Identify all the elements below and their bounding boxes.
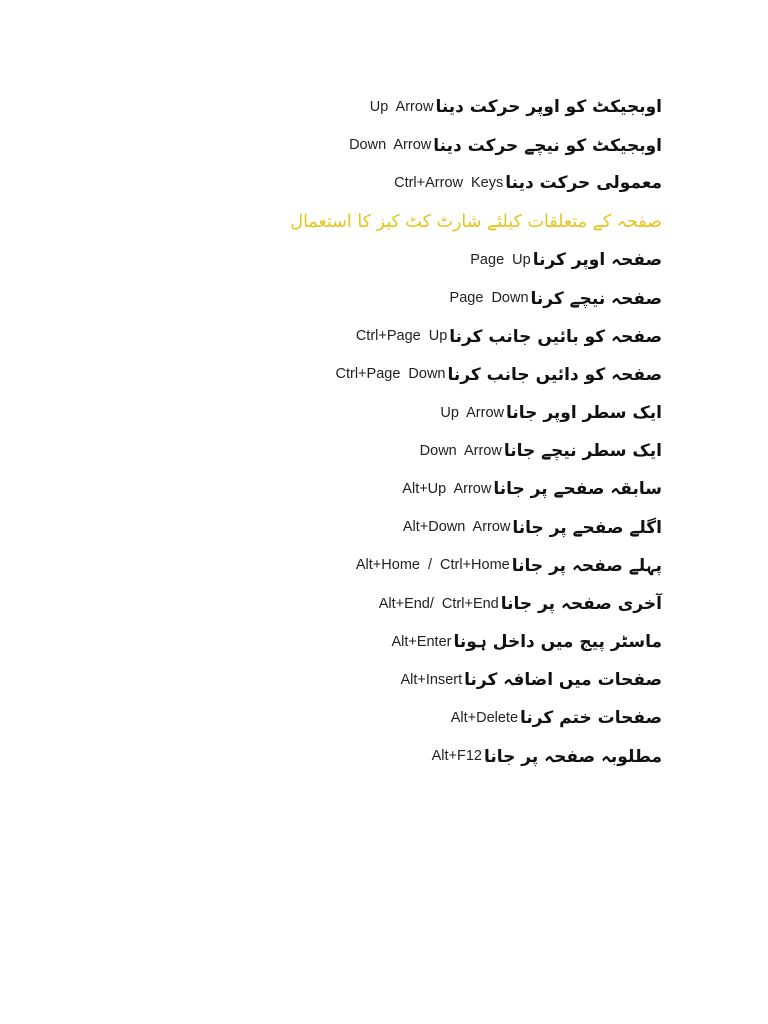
shortcut-row <box>302 164 662 202</box>
action-label: صفحات میں اضافہ کرنا <box>464 670 662 691</box>
action-label: آخری صفحہ پر جانا <box>500 594 662 615</box>
key-combo: Alt+Up Arrow <box>402 480 492 497</box>
shortcut-row <box>302 317 662 355</box>
action-label: صفحہ کو بائیں جانب کرنا <box>449 326 662 347</box>
action-label: صفحہ نیچے کرنا <box>530 288 662 309</box>
section-heading-text: صفحہ کے متعلقات کیلئے شارٹ کٹ کیز کا استعمال <box>290 211 662 232</box>
action-label: صفحہ اوپر کرنا <box>532 250 662 271</box>
shortcut-row <box>302 508 662 546</box>
key-combo: Down Arrow <box>419 442 502 459</box>
shortcut-row <box>302 546 662 584</box>
key-combo: Ctrl+Arrow Keys <box>394 175 504 192</box>
key-combo: Page Up <box>470 251 531 268</box>
key-combo: Alt+Delete <box>450 710 519 727</box>
action-label: ماسٹر پیج میں داخل ہونا <box>453 632 662 653</box>
action-label: پہلے صفحہ پر جانا <box>511 555 662 576</box>
shortcut-list <box>290 88 662 775</box>
shortcut-row <box>302 737 662 775</box>
key-combo: Alt+Insert <box>400 671 463 688</box>
shortcut-row <box>302 279 662 317</box>
shortcut-row <box>302 623 662 661</box>
action-label: سابقہ صفحے پر جانا <box>493 479 662 500</box>
key-combo: Page Down <box>449 290 529 307</box>
shortcut-row <box>302 126 662 164</box>
action-label: اوبجیکٹ کو اوپر حرکت دینا <box>435 97 662 118</box>
key-combo: Ctrl+Page Down <box>335 366 446 383</box>
shortcut-row <box>302 241 662 279</box>
action-label: صفحہ کو دائیں جانب کرنا <box>447 364 662 385</box>
section-heading <box>290 203 662 241</box>
key-combo: Alt+Home / Ctrl+Home <box>355 557 510 574</box>
key-combo: Alt+End/ Ctrl+End <box>378 595 499 612</box>
action-label: اگلے صفحے پر جانا <box>512 517 662 538</box>
action-label: مطلوبہ صفحہ پر جانا <box>483 746 662 767</box>
key-combo: Up Arrow <box>440 404 505 421</box>
shortcut-row <box>302 432 662 470</box>
action-label: اوبجیکٹ کو نیچے حرکت دینا <box>433 135 662 156</box>
key-combo: Alt+Enter <box>391 633 452 650</box>
key-combo: Ctrl+Page Up <box>355 328 448 345</box>
shortcut-row <box>302 661 662 699</box>
shortcut-row <box>302 470 662 508</box>
shortcut-row <box>302 699 662 737</box>
action-label: ایک سطر نیچے جانا <box>503 441 662 462</box>
key-combo: Up Arrow <box>369 99 434 116</box>
key-combo: Alt+Down Arrow <box>402 519 511 536</box>
shortcut-row <box>302 394 662 432</box>
shortcut-row <box>302 88 662 126</box>
shortcut-row <box>302 584 662 622</box>
action-label: معمولی حرکت دینا <box>505 173 662 194</box>
key-combo: Down Arrow <box>349 137 432 154</box>
action-label: ایک سطر اوپر جانا <box>506 402 662 423</box>
shortcut-row <box>302 355 662 393</box>
key-combo: Alt+F12 <box>431 748 482 765</box>
action-label: صفحات ختم کرنا <box>520 708 662 729</box>
